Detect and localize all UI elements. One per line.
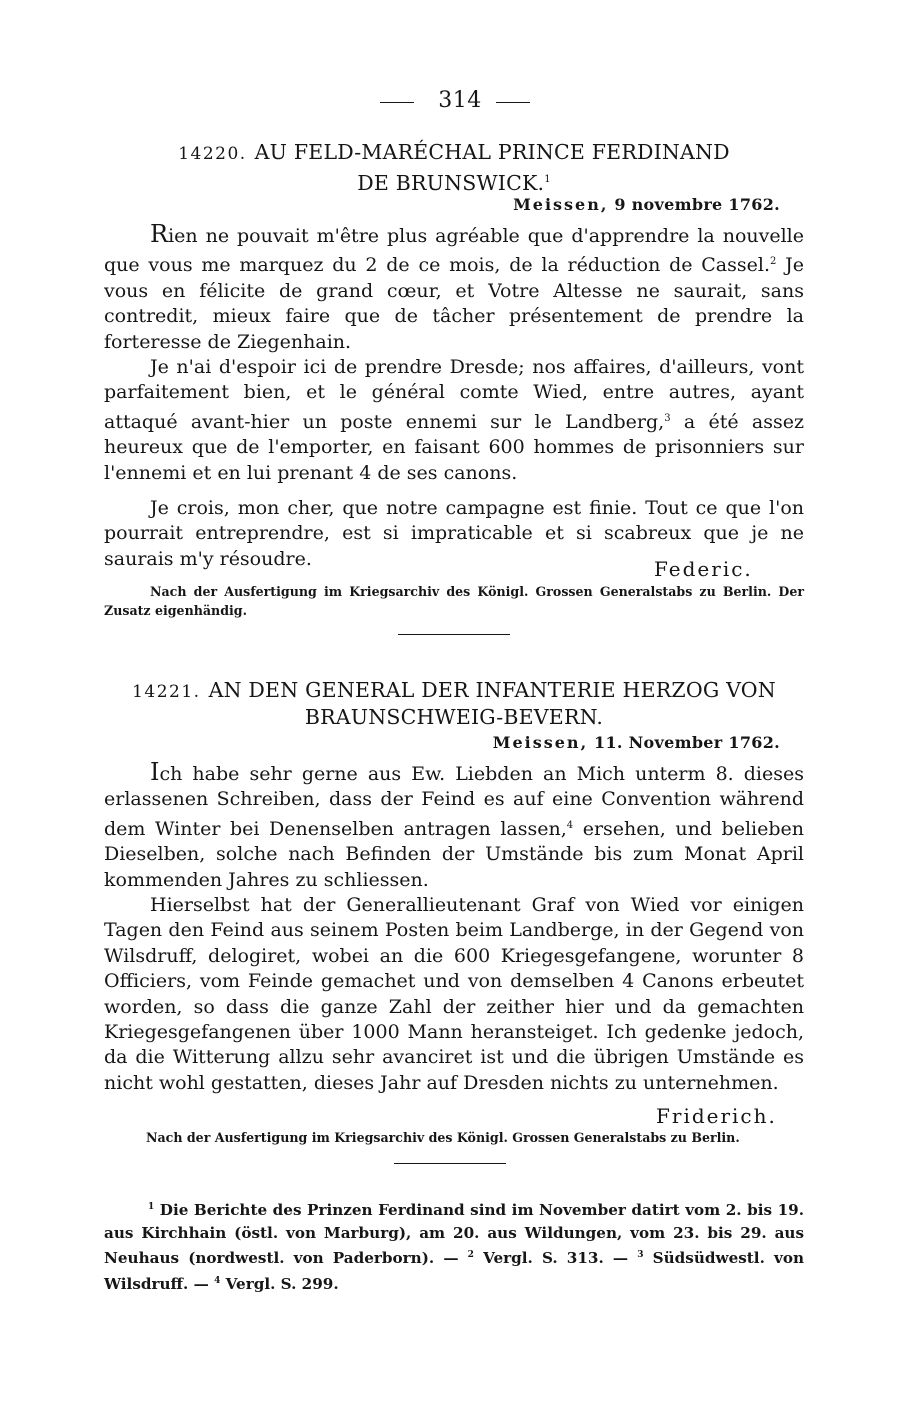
footnote-text: Vergl. S. 299. bbox=[225, 1274, 339, 1293]
letter-dateline bbox=[104, 195, 780, 214]
footnote-mark: 3 bbox=[637, 1250, 644, 1260]
footnote-ref: 2 bbox=[769, 256, 777, 268]
letter-body bbox=[104, 222, 804, 486]
paragraph bbox=[104, 355, 804, 486]
letter-number: 14220. bbox=[178, 144, 247, 164]
footnote-ref: 3 bbox=[664, 412, 671, 424]
letter-number: 14221. bbox=[132, 682, 201, 702]
letter-heading-text: AU FELD-MARÉCHAL PRINCE FERDINAND bbox=[254, 140, 730, 164]
page-number-rule-right bbox=[496, 102, 530, 103]
footnote-ref: 1 bbox=[544, 174, 551, 185]
footnote-text: Südsüdwestl. von Wilsdruff. — bbox=[104, 1249, 804, 1293]
dateline-date: 11. November 1762. bbox=[594, 733, 780, 752]
footnote-text: Vergl. S. 313. — bbox=[483, 1249, 629, 1267]
paragraph-text: Rien ne pouvait m'être plus agréable que d'apprendre la nouvelle que vous me marquez du 2 de ce mois, de la réduction de Cassel. bbox=[104, 220, 804, 277]
signature: Friderich. bbox=[656, 1104, 777, 1128]
footnote bbox=[104, 1196, 804, 1295]
source-note: Nach der Ausfertigung im Kriegsarchiv des Königl. Grossen Generalstabs zu Berlin. bbox=[146, 1130, 740, 1145]
letter-heading-line2 bbox=[104, 705, 804, 730]
source-note: Nach der Ausfertigung im Kriegsarchiv des Königl. Grossen Generalstabs zu Berlin. Der Zusatz eigenhändig. bbox=[104, 584, 804, 618]
footnote-text: Die Berichte des Prinzen Ferdinand sind im November datirt vom 2. bis 19. aus Kirchhain (östl. von Marburg), am 20. aus Wildungen, vom 23. bis 29. aus Neuhaus (nordwestl. von Paderborn). — bbox=[104, 1201, 804, 1267]
dateline-date: 9 novembre 1762. bbox=[614, 195, 780, 214]
paragraph: Hierselbst hat der Generallieutenant Graf von Wied vor einigen Tagen den Feind aus seinem Posten beim Landberge, in der Gegend von Wilsdruff, delogiret, wobei an die 600 Kriegesgefangene, worunter 8 Officiers, vom Feinde gemachet und von demselben 4 Canons erbeutet worden, so dass die ganze Zahl der zeither hier und da gemachten Kriegesgefangenen über 1000 Mann heransteiget. Ich gedenke jedoch, da die Witterung allzu sehr avanciret ist und die übrigen Umstände es nicht wohl gestatten, dieses Jahr auf Dresden nichts zu unternehmen. bbox=[104, 894, 804, 1094]
page-number: 314 bbox=[438, 88, 482, 113]
footnote-mark: 4 bbox=[214, 1275, 221, 1286]
paragraph-text: Je vous en félicite de grand cœur, et Votre Altesse ne saurait, sans contredit, mieux faire que de tâcher présentement de prendre la forteresse de Ziegenhain. bbox=[104, 254, 804, 353]
letter-heading-line1 bbox=[104, 140, 804, 167]
paragraph bbox=[104, 760, 804, 893]
paragraph: Je crois, mon cher, que notre campagne est finie. Tout ce que l'on pourrait entreprendre, est si impraticable et si scabreux que je ne saurais m'y résoudre. bbox=[104, 497, 804, 570]
paragraph-text: a été assez heureux que de l'emporter, en faisant 600 hommes de prisonniers sur l'ennemi et en lui prenant 4 de ses canons. bbox=[104, 410, 804, 484]
footnote-mark: 1 bbox=[148, 1202, 155, 1212]
signature: Federic. bbox=[654, 557, 753, 581]
footnote-mark: 2 bbox=[467, 1250, 474, 1260]
letter-heading bbox=[104, 140, 804, 196]
paragraph-text: Je n'ai d'espoir ici de prendre Dresde; nos affaires, d'ailleurs, vont parfaitement bien, et le général comte Wied, entre autres, ayant attaqué avant-hier un poste ennemi sur le Landberg, bbox=[104, 356, 804, 433]
paragraph-text: Ich habe sehr gerne aus Ew. Liebden an Mich unterm 8. dieses erlassenen Schreiben, dass der Feind es auf eine Convention während dem Winter bei Denenselben antragen lassen, bbox=[104, 758, 804, 840]
section-divider bbox=[398, 634, 510, 635]
footnote-ref: 4 bbox=[566, 819, 574, 831]
footnotes bbox=[104, 1196, 804, 1295]
letter-heading-text: DE BRUNSWICK. bbox=[357, 171, 545, 195]
section-divider bbox=[394, 1163, 506, 1164]
letter-heading-text: AN DEN GENERAL DER INFANTERIE HERZOG VON bbox=[208, 678, 776, 702]
page-number-row bbox=[104, 88, 804, 118]
letter-body bbox=[104, 760, 804, 1096]
letter-heading-line1 bbox=[104, 678, 804, 705]
letter-dateline bbox=[104, 733, 780, 752]
paragraph-text: ersehen, und belieben Dieselben, solche nach Befinden der Umstände bis zum Monat April kommenden Jahres zu schliessen. bbox=[104, 817, 805, 891]
paragraph bbox=[104, 222, 804, 355]
letter-heading-text: BRAUNSCHWEIG-BEVERN. bbox=[304, 705, 604, 729]
letter-heading-line2 bbox=[104, 167, 804, 196]
dateline-place: Meissen, bbox=[492, 733, 589, 752]
letter-heading bbox=[104, 678, 804, 730]
page-number-rule-left bbox=[380, 102, 414, 103]
dateline-place: Meissen, bbox=[513, 195, 609, 214]
